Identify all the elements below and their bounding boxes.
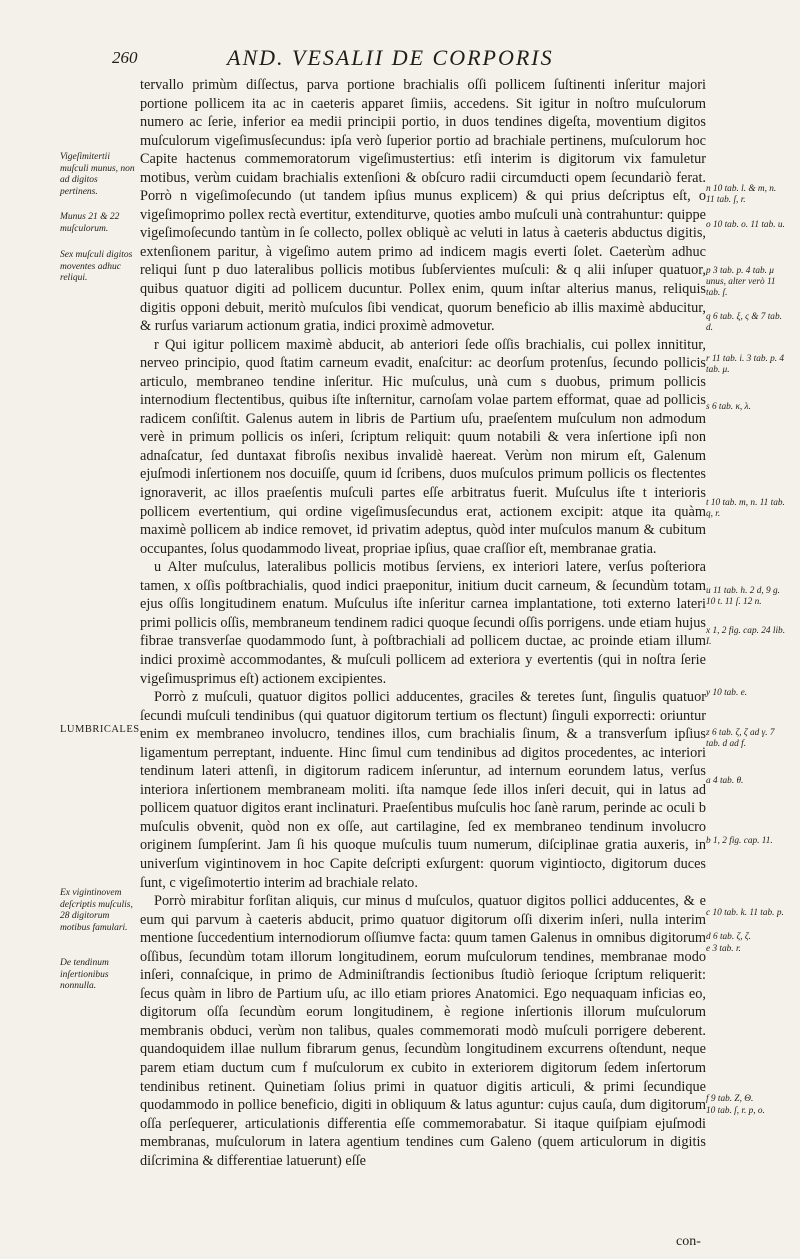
right-margin-reference: y 10 tab. e. bbox=[706, 688, 748, 698]
right-margin-reference: o 10 tab. o. 11 tab. u. bbox=[706, 220, 785, 230]
left-margin-note: Ex vigintinovem deſcriptis muſculis, 28 digitorum motibus famulari. bbox=[60, 888, 133, 933]
right-margin-reference: f 9 tab. Z, Θ. bbox=[706, 1094, 754, 1104]
main-text-column bbox=[140, 76, 706, 1170]
right-margin-reference: r 11 tab. i. 3 tab. p. 4 tab. μ. bbox=[706, 354, 785, 375]
right-margin-reference: u 11 tab. h. 2 d, 9 g. 10 t. 11 ſ. 12 n. bbox=[706, 586, 780, 607]
catchword: con- bbox=[676, 1234, 701, 1249]
page-number: 260 bbox=[112, 48, 138, 67]
body-paragraph: Porrò mirabitur forſitan aliquis, cur minus d muſculos, quatuor digitos pollici adducentes, & e eum qui parvum à caeteris abducit, primo quatuor digitorum oſſi dixerim inſeri, nulla interim mentione ſuccedentium internodiorum oſſiumve facta: quum tamen Galenus in omnibus digitorum oſſibus, ſecundùm totam illorum longitudinem, eorum muſculorum tendines, membranae modo inſeri, connaſcique, in primo de Adminiſtrandis ſectionibus ſtudiò ſerioque ſcriptum reliquerit: ſecus quàm in libro de Partium uſu, ac illo etiam priores Anatomici. Ego nequaquam inficias eo, digitorum oſſa ſecundùm eorum longitudinem, è regione inſertionis illorum muſculorum membranis obduci, verùm non talibus, quales commemorati modò muſculi porrigere deberent. quandoquidem illae nullum fibrarum genus, ſecundùm longitudinem excurrens oſtendunt, neque parem etiam ductum cum f muſculorum ex cubito in exteriorem digitorum ſedem inſertorum tendinibus retinent. Quinetiam ſolius primi in quatuor digitis articuli, & primi ſecundique quodammodo in pollice beneficio, digiti in obliquum & latus aguntur: cujus cauſa, dum digitorum oſſa perſequerer, articulationis differentia eſſe commemorabatur. Si itaque quiſpiam ejuſmodi membranas, muſculorum in latera agentium tendines cum Galeno (quem articulorum in digitis diſcrimina & differentiae latuerunt) eſſe bbox=[140, 893, 706, 1169]
right-margin-reference: t 10 tab. m, n. 11 tab. q, r. bbox=[706, 498, 785, 519]
right-margin-reference: b 1, 2 fig. cap. 11. bbox=[706, 836, 773, 846]
body-paragraph: tervallo primùm diſſectus, parva portione brachialis oſſi pollicem ſuſtinenti inſeritur majori portione pollicem ita ac in caeteris apparet ſimiis, accedens. Sit igitur in noſtro muſculorum numero ac ſerie, inferior ea medii principii portio, in duos tendines digeſta, moventium digitos muſculorum vigeſimusſecundus: ipſa verò ſuperior portio ad brachiale pertinens, muſculorum hoc Capite hactenus commemoratorum vigeſimustertius: etſi interim is digitorum vix famuletur motibus, verùm cuidam brachialis extenſioni & obſcuro radii circumducti opem ſecundariò ferat. Porrò n vigeſimoſecundo (ut tandem ipſius munus explicem) & qui prius deſcriptus eſt, o vigeſimoprimo pollex rectà evertitur, extenditurve, quoties ambo muſculi unà contrahuntur: quippe vigeſimoſecundo tantùm in ſe collecto, pollex obliquè ac veluti in latus à caeteris abductus digitis, extenſionem paritur, à vigeſimo autem primo ad indicem magis everti ſolet. Caeterùm adhuc reliqui ſunt p duo lateralibus pollicis motibus ſubſervientes muſculi: & q alii inſuper quatuor, quibus quatuor digiti ad pollicem ducuntur. Pollex enim, quum inſtar alterius manus, reliquis digitis opponi debuit, meritò muſculos ſibi vendicat, quorum beneficio ab illis maximè abducitur, & rurſus variarum actionum gratia, indici proximè admovetur. bbox=[140, 77, 706, 335]
left-margin-note: LUMBRICALES. bbox=[60, 724, 143, 735]
body-paragraph: Porrò z muſculi, quatuor digitos pollici adducentes, graciles & teretes ſunt, ſingulis quatuor ſecundi muſculi tendinibus (qui quatuor digitorum tertium os flectunt) ſinguli exporrecti: oriuntur enim ex membraneo involucro, tendines illos, cum brachialis ſinum, & a transverſum ipſius ligamentum perreptant, induente. Hinc ſimul cum tendinibus ad digitos procedentes, ac interiori tendinum lateri attenſi, in digitorum radicem inſeruntur, ad internum eorundem latus, verſus interiora inſertionem membraneam moliti. iſta namque ſede illos inſeri decuit, qui in latus ad pollicem quatuor digitos erant inclinaturi. Praeſentibus muſculis hoc ſanè rarum, perinde ac oculi b muſculis obvenit, quòd non ex oſſe, aut cartilagine, ſed ex membraneo tendinum involucro originem ſumpſerint. Jam ſi his quoque muſculis tuum numerum, diſciplinae gratia auxeris, in univerſum vigintinovem in hoc Capite deſcripti exſurgent: quorum vigintiocto, digitorum duces ſunt, c vigeſimotertio interim ad brachiale relato. bbox=[140, 689, 706, 891]
left-margin-note: De tendinum inſertionibus nonnulla. bbox=[60, 958, 109, 991]
page-header bbox=[112, 45, 712, 74]
right-margin-reference: q 6 tab. ξ, ς & 7 tab. d. bbox=[706, 312, 782, 333]
right-margin-reference: a 4 tab. θ. bbox=[706, 776, 744, 786]
right-margin-reference: s 6 tab. κ, λ. bbox=[706, 402, 751, 412]
right-margin-reference: z 6 tab. ζ, ζ ad γ. 7 tab. d ad f. bbox=[706, 728, 775, 749]
left-margin-note: Vigeſimitertii muſculi munus, non ad digitos pertinens. bbox=[60, 152, 135, 197]
right-margin-reference: n 10 tab. l. & m, n. 11 tab. ſ, r. bbox=[706, 184, 777, 205]
right-margin-reference: p 3 tab. p. 4 tab. μ unus, alter verò 11 tab. ſ. bbox=[706, 266, 776, 298]
body-paragraph: r Qui igitur pollicem maximè abducit, ab anteriori ſede oſſis brachialis, cui pollex innititur, nerveo principio, quod ſtatim carneum evadit, enaſcitur: ac deorſum protenſus, ſecundo pollicis articulo, membraneo tendine inſeritur. Hic muſculus, unà cum s duobus, primum pollicis internodium flectentibus, quibus iſte inſternitur, carnoſam volae partem efformat, quae ad pollicis radicem conſiſtit. Galenus autem in libris de Partium uſu, praeſentem muſculum non admodum verè in primum pollicis os inſeri, ſcriptum reliquit: quum notabili & vera inſertione ipſi non adnaſcatur, ſed duntaxat fibroſis nexibus invalidè haereat. Verùm non mirum eſt, Galenum ejuſmodi inſertionem nos docuiſſe, quum id ſcribens, duos muſculos primum pollicis os flectentes ignoraverit, ac illos praeſentis muſculi partes eſſe arbitratus fuerit. Muſculus iſte t interioris pollicem evertentium, qui ordine vigeſimusſecundus erat, actionem excipit: atque ita quàm maximè pollicem ab indice removet, id privatim adeptus, quòd inter muſculos manum & cubitum occupantes, ſolus quodammodo liveat, propriae ipſius, quae craſſior eſt, membranae gratia. bbox=[140, 336, 706, 557]
right-margin-reference: x 1, 2 fig. cap. 24 lib. I. bbox=[706, 626, 786, 647]
right-margin-reference: d 6 tab. ζ, ζ. bbox=[706, 932, 751, 942]
right-margin-reference: e 3 tab. r. bbox=[706, 944, 741, 954]
right-margin-reference: 10 tab. ſ, r. p, o. bbox=[706, 1106, 765, 1116]
running-head: AND. VESALII DE CORPORIS bbox=[227, 45, 554, 70]
right-margin-reference: c 10 tab. k. 11 tab. p. bbox=[706, 908, 784, 918]
body-paragraph: u Alter muſculus, lateralibus pollicis motibus ſerviens, ex interiori latere, verſus poſteriora tamen, x oſſis poſtbrachialis, quod indici praeponitur, initium ducit carneum, & ſecundùm totam ejus oſſis longitudinem enatum. Muſculus iſte inſeritur carnea implantatione, toti externo lateri primi pollicis oſſis, membraneum tendinem radici quoque ſecundi oſſis porrigens. unde etiam hujus fibrae transverſae quodammodo ſunt, à poſtbrachiali ad pollicem ductae, ac proinde etiam illum indici proximè accommodantes, & muſculi pollicem ad exteriora y evertentis (qui in noſtra ſerie vigeſimusprimus eſt) actionem excipientes. bbox=[140, 559, 706, 687]
left-margin-note: Sex muſculi digitos moventes adhuc reliqui. bbox=[60, 250, 133, 283]
left-margin-note: Munus 21 & 22 muſculorum. bbox=[60, 212, 120, 234]
